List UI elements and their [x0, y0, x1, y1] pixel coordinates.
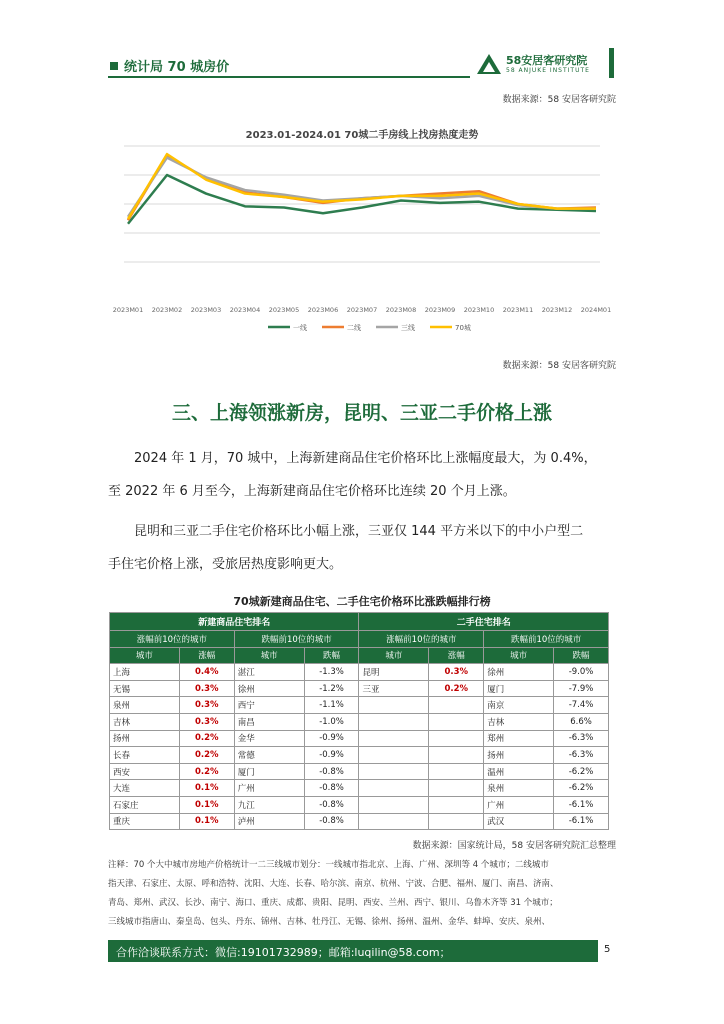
- change-cell: -7.4%: [554, 697, 609, 714]
- logo-triangle-icon: [476, 52, 502, 76]
- table-row: [110, 763, 609, 780]
- table-row: [110, 697, 609, 714]
- col-city: 城市: [234, 647, 304, 664]
- city-cell: 湛江: [234, 664, 304, 681]
- note-line: 注释：70 个大中城市房地产价格统计一二三线城市划分：一线城市指北京、上海、广州、深圳等 4 个城市；二线城市: [108, 860, 549, 870]
- x-tick-label: 2023M10: [463, 306, 495, 314]
- legend-label: 三线: [401, 324, 415, 332]
- table-row: [110, 813, 609, 830]
- change-cell: -0.8%: [304, 780, 359, 797]
- legend-label: 二线: [347, 324, 361, 332]
- table-title: 70城新建商品住宅、二手住宅价格环比涨跌幅排行榜: [233, 595, 491, 608]
- city-cell: 徐州: [234, 680, 304, 697]
- chart-series: [128, 154, 596, 224]
- sub-header-second-down: 跌幅前10位的城市: [484, 631, 609, 648]
- city-cell: 上海: [110, 664, 180, 681]
- city-cell: 泉州: [484, 780, 554, 797]
- change-cell: 6.6%: [554, 713, 609, 730]
- city-cell: 吉林: [110, 713, 180, 730]
- chart-grid: [124, 146, 600, 262]
- city-cell: [359, 697, 429, 714]
- footer-contact: 合作洽谈联系方式：微信:19101732989；邮箱:luqilin@58.com；: [116, 946, 451, 959]
- paragraph-1-line-2: 至 2022 年 6 月至今，上海新建商品住宅价格环比连续 20 个月上涨。: [108, 484, 516, 499]
- line-chart: [108, 140, 616, 340]
- change-cell: -0.8%: [304, 763, 359, 780]
- paragraph-1: [108, 442, 616, 508]
- city-cell: 昆明: [359, 664, 429, 681]
- logo: [476, 52, 616, 78]
- table-row: [110, 780, 609, 797]
- note-line: 指天津、石家庄、太原、呼和浩特、沈阳、大连、长春、哈尔滨、南京、杭州、宁波、合肥、福州、厦门、南昌、济南、: [108, 879, 559, 889]
- legend-label: 70城: [455, 324, 471, 332]
- city-cell: 大连: [110, 780, 180, 797]
- x-tick-label: 2023M03: [190, 306, 222, 314]
- x-tick-label: 2023M11: [502, 306, 534, 314]
- sub-header-new-up: 涨幅前10位的城市: [110, 631, 235, 648]
- col-up: 涨幅: [179, 647, 234, 664]
- change-cell: -7.9%: [554, 680, 609, 697]
- table-column-header: [110, 647, 609, 664]
- change-cell: 0.2%: [179, 747, 234, 764]
- header-rule: [108, 76, 470, 78]
- city-cell: 扬州: [110, 730, 180, 747]
- paragraph-2-line-2: 手住宅价格上涨，受旅居热度影响更大。: [108, 557, 343, 572]
- table-row: [110, 713, 609, 730]
- city-cell: 西宁: [234, 697, 304, 714]
- paragraph-1-line-1: 2024 年 1 月，70 城中，上海新建商品住宅价格环比上涨幅度最大，为 0.4%，: [134, 451, 597, 466]
- logo-subtitle: 58 ANJUKE INSTITUTE: [506, 67, 590, 74]
- city-cell: [359, 796, 429, 813]
- change-cell: 0.1%: [179, 813, 234, 830]
- table-sub-header: [110, 631, 609, 648]
- change-cell: [429, 780, 484, 797]
- ranking-table: [109, 612, 609, 830]
- change-cell: [429, 713, 484, 730]
- city-cell: 常德: [234, 747, 304, 764]
- change-cell: -6.2%: [554, 763, 609, 780]
- x-tick-label: 2023M12: [541, 306, 573, 314]
- paragraph-2-line-1: 昆明和三亚二手住宅价格环比小幅上涨，三亚仅 144 平方米以下的中小户型二: [134, 524, 584, 539]
- change-cell: [429, 763, 484, 780]
- change-cell: -6.1%: [554, 796, 609, 813]
- change-cell: [429, 730, 484, 747]
- change-cell: 0.1%: [179, 780, 234, 797]
- change-cell: [429, 813, 484, 830]
- city-cell: 西安: [110, 763, 180, 780]
- group-second-hand: 二手住宅排名: [359, 613, 609, 631]
- city-cell: 广州: [484, 796, 554, 813]
- city-cell: 扬州: [484, 747, 554, 764]
- header-title: 统计局 70 城房价: [110, 56, 229, 75]
- source-table: 数据来源：国家统计局，58 安居客研究院汇总整理: [412, 841, 616, 851]
- change-cell: 0.2%: [179, 763, 234, 780]
- sub-header-new-down: 跌幅前10位的城市: [234, 631, 359, 648]
- chart-legend: [268, 323, 471, 332]
- city-cell: 郑州: [484, 730, 554, 747]
- change-cell: -9.0%: [554, 664, 609, 681]
- table-row: [110, 730, 609, 747]
- page-number: 5: [604, 944, 611, 955]
- city-cell: [359, 730, 429, 747]
- col-up: 涨幅: [429, 647, 484, 664]
- change-cell: 0.3%: [429, 664, 484, 681]
- x-tick-label: 2023M07: [346, 306, 378, 314]
- city-cell: 无锡: [110, 680, 180, 697]
- note: [108, 856, 616, 932]
- change-cell: [429, 747, 484, 764]
- change-cell: -0.8%: [304, 813, 359, 830]
- city-cell: 厦门: [484, 680, 554, 697]
- change-cell: -1.0%: [304, 713, 359, 730]
- change-cell: -1.2%: [304, 680, 359, 697]
- logo-name: 58安居客研究院: [506, 54, 588, 67]
- x-tick-label: 2023M01: [112, 306, 144, 314]
- change-cell: [429, 796, 484, 813]
- source-top: 数据来源：58 安居客研究院: [502, 95, 616, 105]
- change-cell: -0.8%: [304, 796, 359, 813]
- x-tick-label: 2023M02: [151, 306, 183, 314]
- table-row: [110, 664, 609, 681]
- sub-header-second-up: 涨幅前10位的城市: [359, 631, 484, 648]
- city-cell: [359, 813, 429, 830]
- table-row: [110, 747, 609, 764]
- col-city: 城市: [359, 647, 429, 664]
- change-cell: -6.2%: [554, 780, 609, 797]
- paragraph-2: [108, 515, 616, 581]
- city-cell: 三亚: [359, 680, 429, 697]
- change-cell: 0.3%: [179, 680, 234, 697]
- city-cell: [359, 747, 429, 764]
- note-line: 三线城市指唐山、秦皇岛、包头、丹东、锦州、吉林、牡丹江、无锡、徐州、扬州、温州、金华、蚌埠、安庆、泉州、: [108, 917, 551, 927]
- series-line: [128, 155, 596, 220]
- city-cell: [359, 713, 429, 730]
- change-cell: [429, 697, 484, 714]
- x-tick-label: 2023M08: [385, 306, 417, 314]
- col-city: 城市: [110, 647, 180, 664]
- city-cell: 金华: [234, 730, 304, 747]
- city-cell: 温州: [484, 763, 554, 780]
- col-down: 跌幅: [304, 647, 359, 664]
- change-cell: 0.1%: [179, 796, 234, 813]
- change-cell: 0.2%: [429, 680, 484, 697]
- source-chart: 数据来源：58 安居客研究院: [502, 361, 616, 371]
- city-cell: 石家庄: [110, 796, 180, 813]
- change-cell: -1.3%: [304, 664, 359, 681]
- x-tick-label: 2023M05: [268, 306, 300, 314]
- city-cell: 广州: [234, 780, 304, 797]
- city-cell: 徐州: [484, 664, 554, 681]
- change-cell: -6.3%: [554, 730, 609, 747]
- city-cell: 武汉: [484, 813, 554, 830]
- city-cell: 南京: [484, 697, 554, 714]
- chart-x-ticks: [113, 306, 611, 314]
- note-line: 青岛、郑州、武汉、长沙、南宁、海口、重庆、成都、贵阳、昆明、西安、兰州、西宁、银川、乌鲁木齐等 31 个城市；: [108, 898, 558, 908]
- square-bullet-icon: [110, 62, 118, 70]
- city-cell: 泸州: [234, 813, 304, 830]
- change-cell: -6.1%: [554, 813, 609, 830]
- legend-label: 一线: [293, 324, 307, 332]
- city-cell: 泉州: [110, 697, 180, 714]
- change-cell: 0.3%: [179, 713, 234, 730]
- table-row: [110, 796, 609, 813]
- change-cell: -0.9%: [304, 730, 359, 747]
- city-cell: 南昌: [234, 713, 304, 730]
- city-cell: [359, 780, 429, 797]
- x-tick-label: 2023M09: [424, 306, 456, 314]
- change-cell: -0.9%: [304, 747, 359, 764]
- city-cell: 长春: [110, 747, 180, 764]
- header-vertical-bar: [609, 48, 614, 78]
- col-city: 城市: [484, 647, 554, 664]
- x-tick-label: 2023M04: [229, 306, 261, 314]
- x-tick-label: 2023M06: [307, 306, 339, 314]
- city-cell: [359, 763, 429, 780]
- table-group-header: [110, 613, 609, 631]
- city-cell: 吉林: [484, 713, 554, 730]
- group-new-housing: 新建商品住宅排名: [110, 613, 359, 631]
- city-cell: 九江: [234, 796, 304, 813]
- x-tick-label: 2024M01: [580, 306, 612, 314]
- city-cell: 重庆: [110, 813, 180, 830]
- section-title: 三、上海领涨新房，昆明、三亚二手价格上涨: [171, 402, 552, 424]
- change-cell: -6.3%: [554, 747, 609, 764]
- table-row: [110, 680, 609, 697]
- col-down: 跌幅: [554, 647, 609, 664]
- change-cell: -1.1%: [304, 697, 359, 714]
- change-cell: 0.4%: [179, 664, 234, 681]
- change-cell: 0.3%: [179, 697, 234, 714]
- city-cell: 厦门: [234, 763, 304, 780]
- change-cell: 0.2%: [179, 730, 234, 747]
- chart-title: 2023.01-2024.01 70城二手房线上找房热度走势: [245, 130, 479, 141]
